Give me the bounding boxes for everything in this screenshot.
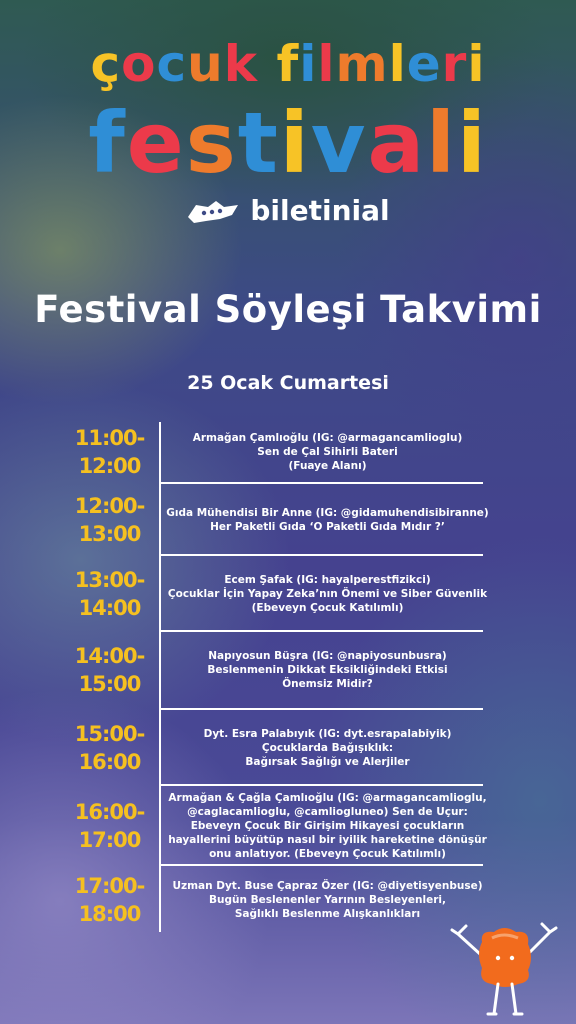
row-separator bbox=[161, 784, 483, 786]
schedule-row bbox=[60, 486, 490, 554]
logo-line-festivali bbox=[0, 94, 576, 192]
logo-line2-letter: a bbox=[367, 94, 427, 192]
time-slot: 12:00- 13:00 bbox=[74, 494, 145, 546]
session-description: Dyt. Esra Palabıyık (IG: dyt.esrapalabiyik) Çocuklarda Bağışıklık: Bağırsak Sağlığı ve Alerjiler bbox=[203, 728, 452, 768]
ticket-mascot-icon bbox=[186, 197, 240, 225]
logo-line2-letter: i bbox=[456, 94, 488, 192]
logo-line1-letter: f bbox=[276, 35, 300, 93]
row-separator bbox=[161, 708, 483, 710]
logo-line1-letter: m bbox=[335, 35, 389, 93]
brand-logo bbox=[0, 194, 576, 227]
logo-line2-letter: f bbox=[88, 94, 127, 192]
logo-line1-letter: i bbox=[299, 35, 318, 93]
schedule-table bbox=[60, 422, 490, 934]
logo-line1-letter bbox=[258, 34, 276, 94]
schedule-row bbox=[60, 712, 490, 784]
logo-line1-letter: k bbox=[223, 35, 259, 93]
row-separator bbox=[161, 630, 483, 632]
logo-line2-letter: i bbox=[279, 94, 311, 192]
logo-line1-letter: l bbox=[317, 35, 336, 93]
schedule-row bbox=[60, 868, 490, 932]
session-description: Uzman Dyt. Buse Çapraz Özer (IG: @diyetisyenbuse) Bugün Beslenenler Yarının Besleyenleri, Sağlıklı Beslenme Alışkanlıkları bbox=[172, 880, 483, 920]
schedule-row bbox=[60, 422, 490, 482]
logo-line1-letter: ç bbox=[90, 35, 122, 93]
time-slot: 13:00- 14:00 bbox=[74, 568, 145, 620]
session-description: Armağan & Çağla Çamlıoğlu (IG: @armagancamlioglu, @caglacamlioglu, @camliogluneo) Sen de Uçur: Ebeveyn Çocuk Bir Girişim Hikayesi çocukların hayallerini büyütüp nasıl bir iyilik hareketine dönüşür onu anlatıyor. (Ebeveyn Çocuk Katılımlı) bbox=[168, 792, 487, 860]
logo-line1-letter: u bbox=[187, 35, 224, 93]
logo-line2-letter: s bbox=[185, 94, 238, 192]
cheering-mascot-icon bbox=[448, 920, 560, 1020]
time-slot: 15:00- 16:00 bbox=[74, 722, 145, 774]
row-separator bbox=[161, 482, 483, 484]
time-slot: 16:00- 17:00 bbox=[74, 800, 145, 852]
logo-line2-letter: l bbox=[426, 94, 457, 192]
time-slot: 14:00- 15:00 bbox=[74, 644, 145, 696]
logo-line2-letter: v bbox=[310, 94, 368, 192]
logo-line1-letter: l bbox=[388, 35, 407, 93]
schedule-row bbox=[60, 558, 490, 630]
row-separator bbox=[161, 554, 483, 556]
schedule-row bbox=[60, 788, 490, 864]
schedule-row bbox=[60, 634, 490, 706]
page-title: Festival Söyleşi Takvimi bbox=[34, 288, 542, 331]
logo-line2-letter: e bbox=[126, 94, 186, 192]
row-separator bbox=[161, 864, 483, 866]
logo-line1-letter: c bbox=[156, 35, 188, 93]
session-description: Ecem Şafak (IG: hayalperestfizikci) Çocuklar İçin Yapay Zeka’nın Önemi ve Siber Güvenlik (Ebeveyn Çocuk Katılımlı) bbox=[167, 574, 488, 614]
logo-line1-letter: r bbox=[441, 35, 468, 93]
logo-line2-letter: t bbox=[237, 94, 280, 192]
logo-line-cocuk-filmleri bbox=[0, 34, 576, 94]
session-description: Napıyosun Büşra (IG: @napiyosunbusra) Beslenmenin Dikkat Eksikliğindeki Etkisi Önemsiz Midir? bbox=[207, 650, 448, 690]
logo-line1-letter: o bbox=[121, 35, 157, 93]
time-slot: 17:00- 18:00 bbox=[74, 874, 145, 926]
time-slot: 11:00- 12:00 bbox=[74, 426, 145, 478]
session-description: Gıda Mühendisi Bir Anne (IG: @gidamuhendisibiranne) Her Paketli Gıda ‘O Paketli Gıda Mıdır ?’ bbox=[166, 507, 489, 533]
logo-line1-letter: i bbox=[467, 35, 486, 93]
brand-name: biletinial bbox=[250, 194, 390, 227]
session-description: Armağan Çamlıoğlu (IG: @armagancamlioglu) Sen de Çal Sihirli Bateri (Fuaye Alanı) bbox=[192, 432, 463, 472]
logo-line1-letter: e bbox=[406, 35, 442, 93]
schedule-date: 25 Ocak Cumartesi bbox=[187, 372, 389, 394]
